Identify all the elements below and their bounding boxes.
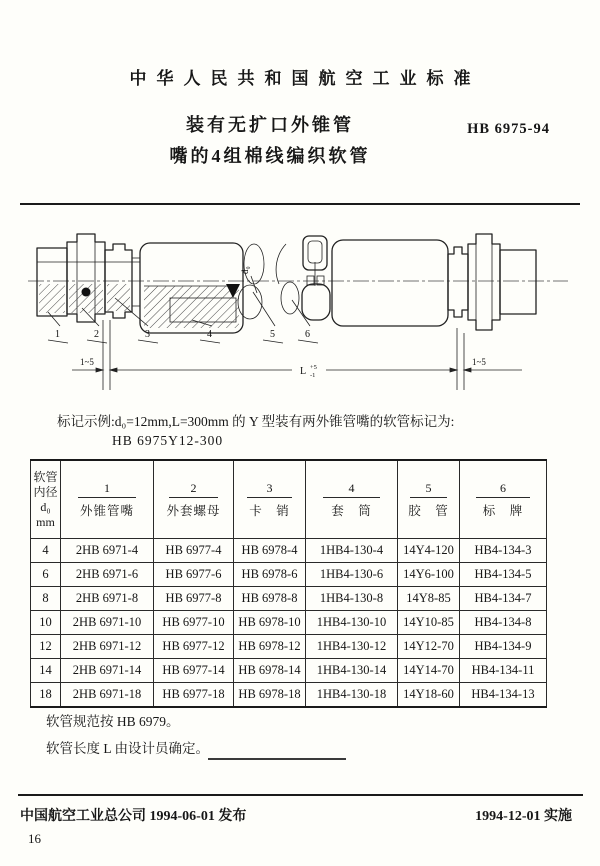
implementation-date: 1994-12-01 实施: [475, 809, 572, 824]
title-line-1: 装有无扩口外锥管: [186, 115, 354, 135]
table-cell: HB4-134-11: [460, 659, 547, 683]
header-divider: [20, 203, 580, 205]
table-cell: 2HB 6971-6: [61, 563, 154, 587]
marking-example-code: HB 6975Y12-300: [112, 433, 224, 448]
table-cell: HB 6978-18: [234, 683, 306, 708]
right-small-hex: [448, 247, 468, 317]
document-title: [70, 110, 470, 172]
dim-length-label: L: [300, 366, 307, 377]
col-header-2: [154, 460, 234, 539]
standard-number: HB 6975-94: [467, 121, 550, 137]
table-cell: 14Y18-60: [398, 683, 460, 708]
standard-org-heading: 中华人民共和国航空工业标准: [129, 69, 481, 88]
table-cell: HB 6977-8: [154, 587, 234, 611]
col-part-name: 标 牌: [482, 503, 524, 518]
notes-divider: [208, 758, 346, 760]
table-cell: HB 6977-10: [154, 611, 234, 635]
col-part-name: 卡 销: [249, 503, 290, 518]
col-part-name: 外锥管嘴: [79, 503, 134, 518]
right-hex-nut: [468, 234, 500, 330]
dim-right-label: 1~5: [472, 357, 486, 367]
table-cell: HB4-134-9: [460, 635, 547, 659]
table-cell: 1HB4-130-8: [306, 587, 398, 611]
table-cell: 10: [31, 611, 61, 635]
col-part-name: 外套螺母: [166, 503, 221, 518]
col-header-diameter: 软管 内径 d₀ mm: [31, 460, 61, 539]
col-header-4: [306, 460, 398, 539]
table-row: [31, 683, 547, 708]
note-2: 软管长度 L 由设计员确定。: [46, 741, 209, 756]
col-part-number: 5: [410, 481, 448, 498]
table-row: [31, 611, 547, 635]
table-cell: HB 6978-12: [234, 635, 306, 659]
part-label-3: 3: [145, 329, 150, 340]
footer-divider: [18, 794, 583, 796]
part-label-1: 1: [55, 329, 60, 340]
table-cell: 2HB 6971-10: [61, 611, 154, 635]
right-nipple: [500, 250, 536, 314]
table-row: [31, 635, 547, 659]
col-part-name: 胶 管: [408, 503, 449, 518]
dim-length-tol-minus: -1: [310, 372, 316, 379]
table-row: [31, 587, 547, 611]
table-cell: 6: [31, 563, 61, 587]
table-cell: 2HB 6971-14: [61, 659, 154, 683]
table-cell: 1HB4-130-14: [306, 659, 398, 683]
section-hatch: [39, 284, 65, 313]
table-cell: 14Y10-85: [398, 611, 460, 635]
table-cell: 14Y14-70: [398, 659, 460, 683]
page-number: 16: [28, 831, 41, 846]
part-label-4: 4: [207, 329, 212, 340]
table-cell: HB 6978-10: [234, 611, 306, 635]
technical-drawing: [20, 220, 580, 398]
part-label-2: 2: [94, 329, 99, 340]
right-socket: [332, 240, 448, 326]
table-cell: HB 6978-8: [234, 587, 306, 611]
table-cell: 1HB4-130-4: [306, 539, 398, 563]
table-cell: HB4-134-3: [460, 539, 547, 563]
table-row: [31, 539, 547, 563]
table-cell: 18: [31, 683, 61, 708]
table-cell: HB4-134-8: [460, 611, 547, 635]
table-cell: 1HB4-130-6: [306, 563, 398, 587]
table-cell: 2HB 6971-18: [61, 683, 154, 708]
hose-cut-end: [244, 244, 264, 284]
table-cell: 14: [31, 659, 61, 683]
table-cell: HB4-134-13: [460, 683, 547, 708]
col-part-number: 6: [476, 481, 529, 498]
table-cell: 14Y6-100: [398, 563, 460, 587]
marking-example-text: 标记示例:d₀=12mm,L=300mm 的 Y 型装有两外锥管嘴的软管标记为:: [57, 414, 455, 429]
col-part-name: 套 筒: [331, 503, 372, 518]
table-cell: 1HB4-130-18: [306, 683, 398, 708]
dimension-lines: [72, 320, 522, 390]
title-line-2: 嘴的4组棉线编织软管: [169, 146, 371, 166]
table-cell: 1HB4-130-12: [306, 635, 398, 659]
issuing-org-and-date: 中国航空工业总公司 1994-06-01 发布: [20, 809, 247, 824]
table-cell: 2HB 6971-4: [61, 539, 154, 563]
table-cell: HB 6978-14: [234, 659, 306, 683]
col-header-1: [61, 460, 154, 539]
part-label-5: 5: [270, 329, 275, 340]
table-row: [31, 659, 547, 683]
table-cell: 2HB 6971-12: [61, 635, 154, 659]
table-cell: HB 6977-4: [154, 539, 234, 563]
notes: [46, 708, 209, 762]
table-cell: HB 6978-4: [234, 539, 306, 563]
table-cell: 8: [31, 587, 61, 611]
table-cell: 14Y12-70: [398, 635, 460, 659]
ball-detent: [82, 288, 91, 297]
col-header-3: [234, 460, 306, 539]
table-cell: HB 6977-14: [154, 659, 234, 683]
table-cell: HB 6977-12: [154, 635, 234, 659]
table-cell: 12: [31, 635, 61, 659]
table-cell: 4: [31, 539, 61, 563]
part-label-6: 6: [305, 329, 310, 340]
table-cell: 2HB 6971-8: [61, 587, 154, 611]
col-part-number: 3: [247, 481, 291, 498]
col-part-number: 4: [323, 481, 379, 498]
tag-ring: [302, 284, 330, 320]
dim-length-tol-plus: +5: [310, 364, 317, 371]
parts-table: [30, 459, 547, 708]
table-cell: HB 6977-18: [154, 683, 234, 708]
table-cell: 14Y4-120: [398, 539, 460, 563]
col-part-number: 2: [169, 481, 218, 498]
table-cell: HB 6977-6: [154, 563, 234, 587]
dim-left-label: 1~5: [80, 357, 94, 367]
table-row: [31, 563, 547, 587]
note-1: 软管规范按 HB 6979。: [46, 714, 180, 729]
table-cell: HB4-134-5: [460, 563, 547, 587]
table-cell: HB4-134-7: [460, 587, 547, 611]
col-part-number: 1: [78, 481, 135, 498]
diameter-label: d₀: [240, 266, 250, 274]
table-cell: 1HB4-130-10: [306, 611, 398, 635]
col-header-5: [398, 460, 460, 539]
table-header-row: [31, 460, 547, 539]
col-header-6: [460, 460, 547, 539]
table-cell: 14Y8-85: [398, 587, 460, 611]
table-cell: HB 6978-6: [234, 563, 306, 587]
